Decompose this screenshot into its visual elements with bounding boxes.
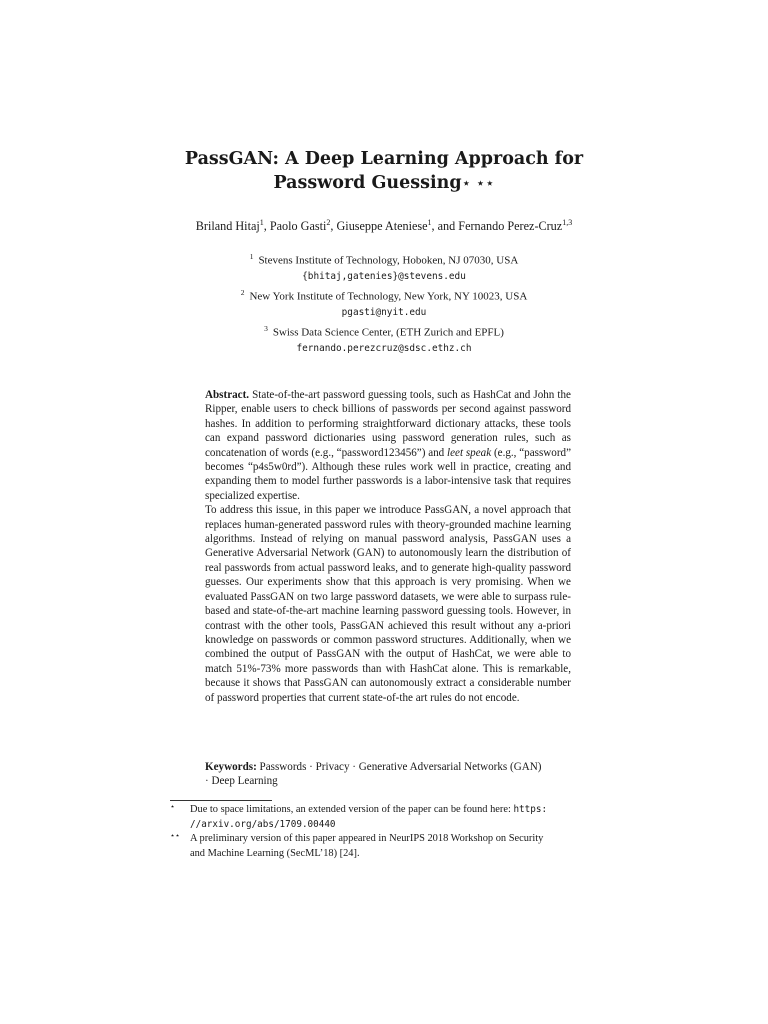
footnote-2 [170,832,620,861]
footnote-line: and Machine Learning (SecML’18) [24]. [190,847,360,859]
keywords-line-1 [205,760,585,774]
affiliation-name: Stevens Institute of Technology, Hoboken, NJ 07030, USA [258,254,519,267]
keywords-label: Keywords: [205,761,257,773]
footnotes [170,803,620,861]
author-separator: , [330,219,337,234]
affiliations [120,249,648,357]
affiliation-email: pgasti@nyit.edu [341,307,427,319]
title-footnote-marks: ⋆ ⋆⋆ [461,174,495,192]
footnote-text: Due to space limitations, an extended version of the paper can be found here: [190,804,511,815]
author-affiliation-mark: 1 [427,218,432,227]
author-name: Fernando Perez-Cruz [458,219,563,234]
footnote-url-end[interactable]: //arxiv.org/abs/1709.00440 [190,818,336,830]
keywords [205,760,585,789]
title-line-2 [120,171,648,195]
author-separator: , and [431,219,459,234]
affiliation-number: 1 [249,252,254,261]
footnote-line [190,803,620,818]
affiliation-email: {bhitaj,gatenies}@stevens.edu [302,271,466,283]
footnote-mark: ⋆ [170,802,176,811]
footnote-line: A preliminary version of this paper appeared in NeurIPS 2018 Workshop on Security [190,833,544,845]
affiliation-number: 3 [264,323,268,333]
author-affiliation-mark: 1,3 [562,218,573,227]
title-line-2-text: Password Guessing [273,173,462,193]
footnote-mark: ⋆⋆ [170,831,181,841]
abstract-text: State-of-the-art password guessing tools, such as HashCat and John the Ripper, enable users to check billions of passwords per second against password hashes. In addition to performing straightforward dictionary attacks, these tools can expand password dictionaries using password generation rules, such as concatenation of words (e.g., “password123456”) and [205,389,571,459]
footnote-divider [170,800,272,801]
author-name: Briland Hitaj [195,219,260,234]
abstract-emphasis: leet speak [447,446,492,459]
keywords-line-2: · Deep Learning [205,775,278,788]
author-list [100,218,668,234]
footnote-1 [170,803,620,832]
footnote-url-start[interactable]: https: [513,804,548,815]
affiliation-item [120,285,648,305]
abstract [205,388,571,705]
author-name: Giuseppe Ateniese [336,219,428,234]
affiliation-name: New York Institute of Technology, New York, NY 10023, USA [249,290,528,303]
author-separator: , [263,219,270,234]
author-affiliation-mark: 1 [259,218,264,227]
abstract-paragraph-2: To address this issue, in this paper we introduce PassGAN, a novel approach that replaces human-generated password rules with theory-grounded machine learning algorithms. Instead of relying on manual password analysis, PassGAN uses a Generative Adversarial Network (GAN) to autonomously learn the distribution of real passwords from actual password leaks, and to generate high-quality password guesses. Our experiments show that this approach is very promising. When we evaluated PassGAN on two large password datasets, we were able to surpass rule-based and state-of-the-art machine learning password guessing tools. However, in contrast with the other tools, PassGAN achieved this result without any a-priori knowledge on passwords or common password structures. Additionally, when we combined the output of PassGAN with the output of HashCat, we were able to match 51%-73% more passwords than with HashCat alone. This is remarkable, because it shows that PassGAN can autonomously extract a considerable number of password properties that current state-of-the art rules do not encode. [205,504,571,704]
abstract-label: Abstract. [205,389,250,401]
keywords-text: Passwords · Privacy · Generative Adversarial Networks (GAN) [259,761,542,773]
affiliation-number: 2 [240,287,245,297]
affiliation-email: fernando.perezcruz@sdsc.ethz.ch [296,342,472,354]
title-line-1: PassGAN: A Deep Learning Approach for [184,149,584,169]
abstract-paragraph-1 [205,388,571,503]
affiliation-name: Swiss Data Science Center, (ETH Zurich and EPFL) [272,326,504,339]
author-affiliation-mark: 2 [326,218,331,227]
affiliation-item [120,321,648,341]
author-name: Paolo Gasti [269,219,327,234]
affiliation-item [120,249,648,269]
paper-title [120,147,648,195]
abstract-text: (e.g., “password” becomes “p4s5w0rd”). Although these rules work well in practice, creating and expanding them to model further passwords is a labor-intensive task that requires specialized expertise. [205,446,571,502]
